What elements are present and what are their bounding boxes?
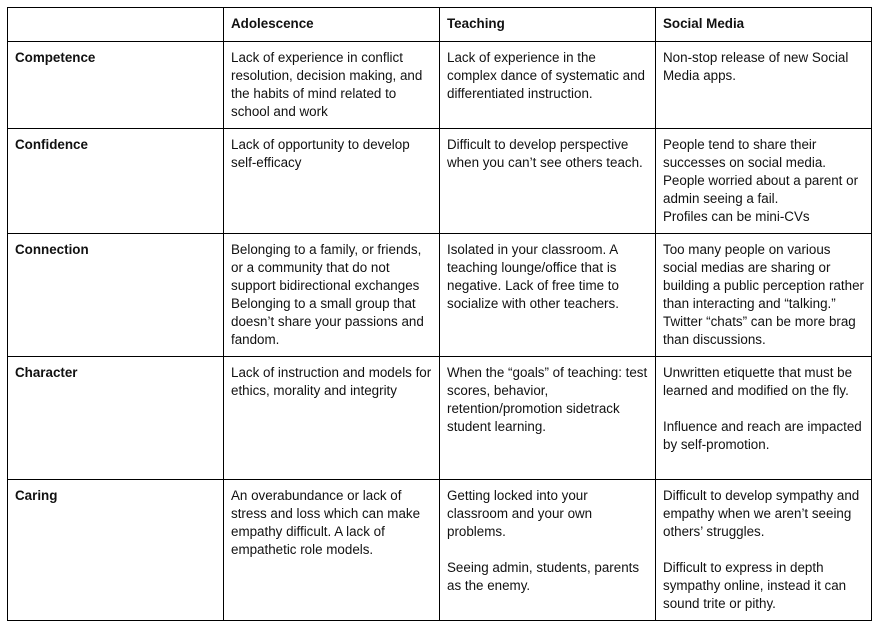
cell-connection-social-media — [656, 234, 872, 357]
cell-confidence-teaching — [440, 129, 656, 234]
cell-competence-social-media — [656, 42, 872, 129]
table-row — [8, 42, 872, 129]
cell-text: Difficult to develop perspective when you can’t see others teach. — [447, 137, 643, 170]
header-cell-adolescence: Adolescence — [224, 8, 440, 42]
cell-text: An overabundance or lack of stress and loss which can make empathy difficult. A lack of empathetic role models. — [231, 488, 421, 557]
table-row — [8, 234, 872, 357]
cell-text: Lack of opportunity to develop self-efficacy — [231, 137, 410, 170]
cell-competence-adolescence — [224, 42, 440, 129]
cell-text: People tend to share their successes on social media. People worried about a parent or admin seeing a fail. Profiles can be mini-CVs — [663, 137, 859, 224]
cell-text: Difficult to express in depth sympathy online, instead it can sound trite or pithy. — [663, 560, 847, 611]
cell-text: Lack of instruction and models for ethics, morality and integrity — [231, 365, 432, 398]
row-label-caring: Caring — [8, 480, 224, 621]
cell-text: Seeing admin, students, parents as the enemy. — [447, 560, 640, 593]
cell-text: Unwritten etiquette that must be learned and modified on the fly. — [663, 365, 853, 398]
cell-text: Lack of experience in the complex dance of systematic and differentiated instruction. — [447, 50, 645, 101]
cell-text: Isolated in your classroom. A teaching lounge/office that is negative. Lack of free time to socialize with other teachers. — [447, 242, 619, 311]
table-row — [8, 480, 872, 621]
cell-caring-adolescence — [224, 480, 440, 621]
comparison-table — [7, 7, 872, 621]
row-label-competence: Competence — [8, 42, 224, 129]
header-cell-empty — [8, 8, 224, 42]
cell-connection-teaching — [440, 234, 656, 357]
cell-text: Getting locked into your classroom and your own problems. — [447, 488, 593, 539]
cell-text: Lack of experience in conflict resolution, decision making, and the habits of mind related to school and work — [231, 50, 423, 119]
cell-text: When the “goals” of teaching: test scores, behavior, retention/promotion sidetrack student learning. — [447, 365, 648, 434]
cell-text: Influence and reach are impacted by self-promotion. — [663, 419, 862, 452]
cell-text: Difficult to develop sympathy and empathy when we aren’t seeing others’ struggles. — [663, 488, 860, 539]
cell-confidence-social-media — [656, 129, 872, 234]
table-row — [8, 357, 872, 480]
cell-character-teaching — [440, 357, 656, 480]
header-cell-teaching: Teaching — [440, 8, 656, 42]
cell-confidence-adolescence — [224, 129, 440, 234]
cell-character-social-media — [656, 357, 872, 480]
header-row — [8, 8, 872, 42]
cell-connection-adolescence — [224, 234, 440, 357]
row-label-connection: Connection — [8, 234, 224, 357]
cell-character-adolescence — [224, 357, 440, 480]
cell-text: Non-stop release of new Social Media apps. — [663, 50, 849, 83]
cell-caring-teaching — [440, 480, 656, 621]
cell-text: Too many people on various social medias are sharing or building a public perception rather than interacting and “talking.” Twitter “chats” can be more brag than discussions. — [663, 242, 864, 347]
row-label-character: Character — [8, 357, 224, 480]
table-row — [8, 129, 872, 234]
cell-competence-teaching — [440, 42, 656, 129]
cell-caring-social-media — [656, 480, 872, 621]
cell-text: Belonging to a family, or friends, or a community that do not support bidirectional exchanges Belonging to a small group that doesn’t share your passions and fandom. — [231, 242, 424, 347]
row-label-confidence: Confidence — [8, 129, 224, 234]
header-cell-social-media: Social Media — [656, 8, 872, 42]
